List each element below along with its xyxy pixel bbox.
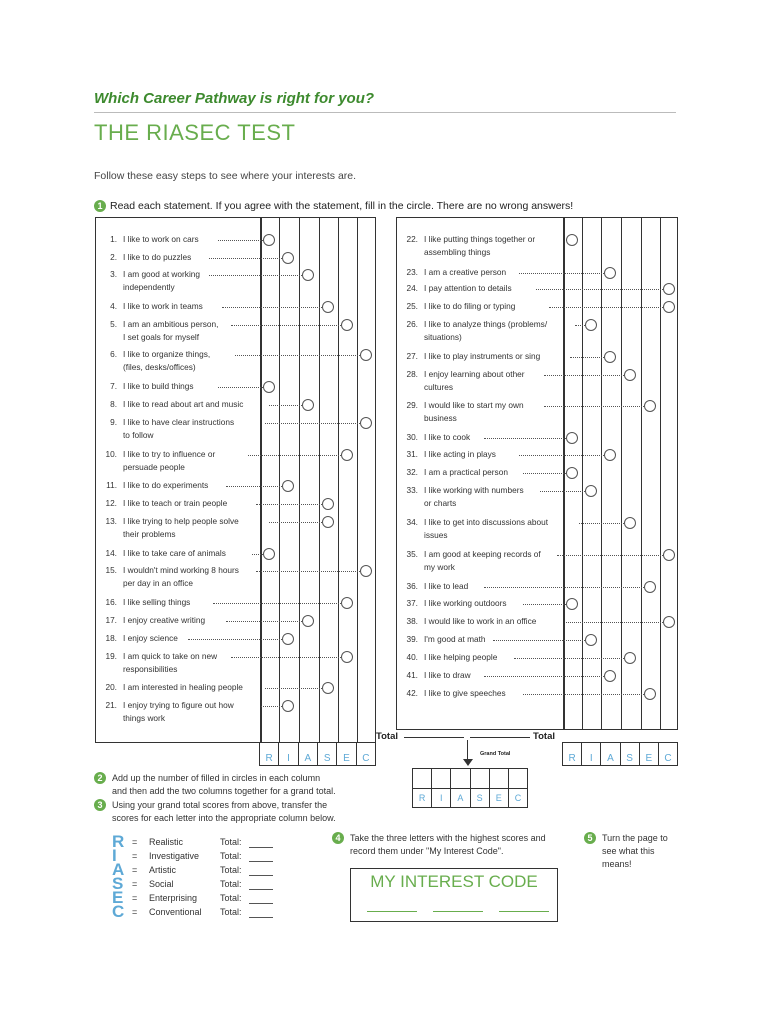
statement-number: 27.: [406, 351, 418, 361]
answer-column-line: [621, 218, 622, 729]
leader-dots: [579, 523, 624, 524]
statement-number: 30.: [406, 432, 418, 442]
leader-dots: [523, 694, 644, 695]
legend-equals: =: [132, 879, 138, 889]
statement-text: I enjoy creative writing: [123, 615, 206, 625]
legend-total-blank[interactable]: [249, 917, 273, 918]
interest-code-slot-2[interactable]: [433, 911, 483, 912]
statement-number: 6.: [110, 349, 117, 359]
legend-equals: =: [132, 907, 138, 917]
legend-name: Social: [149, 879, 174, 889]
statement-text: I like to analyze things (problems/ situations): [424, 319, 548, 342]
leader-dots: [209, 275, 302, 276]
answer-circle[interactable]: [585, 485, 597, 497]
left-total-line: [404, 737, 464, 738]
statement-text: I like acting in plays: [424, 449, 496, 459]
answer-circle[interactable]: [341, 597, 353, 609]
page-kicker: Which Career Pathway is right for you?: [94, 90, 375, 107]
statement-number: 36.: [406, 581, 418, 591]
letter-cell: C: [356, 743, 375, 765]
statement-number: 40.: [406, 652, 418, 662]
statement-text: I like to work on cars: [123, 234, 199, 244]
leader-dots: [519, 455, 604, 456]
answer-circle[interactable]: [263, 548, 275, 560]
legend-total-blank[interactable]: [249, 861, 273, 862]
statement-text: I pay attention to details: [424, 283, 512, 293]
statement-item: [402, 687, 562, 713]
answer-column-line: [319, 218, 320, 742]
statement-item: [402, 368, 562, 394]
statement-number: 34.: [406, 517, 418, 527]
statement-number: 22.: [406, 234, 418, 244]
answer-circle[interactable]: [624, 369, 636, 381]
legend-letter: C: [112, 902, 125, 921]
statement-number: 24.: [406, 283, 418, 293]
statement-text: I am quick to take on new responsibilities: [123, 651, 218, 674]
answer-column-line: [357, 218, 358, 742]
statement-text: I wouldn't mind working 8 hours per day in an office: [123, 565, 239, 588]
statement-number: 5.: [110, 319, 117, 329]
right-letter-totals: [562, 742, 678, 766]
grand-total-letter: R: [418, 792, 426, 803]
answer-circle[interactable]: [360, 417, 372, 429]
statement-item: [402, 516, 562, 542]
answer-circle[interactable]: [341, 319, 353, 331]
left-total-label: Total: [376, 731, 398, 742]
letter-cell: S: [317, 743, 336, 765]
statement-item: [101, 564, 259, 590]
leader-dots: [269, 522, 322, 523]
grand-total-cell[interactable]: [431, 769, 450, 788]
legend-name: Conventional: [149, 907, 202, 917]
leader-dots: [484, 587, 644, 588]
legend-name: Enterprising: [149, 893, 198, 903]
step-number-badge: 5: [584, 832, 596, 844]
leader-dots: [261, 706, 282, 707]
leader-dots: [549, 307, 663, 308]
statement-number: 7.: [110, 381, 117, 391]
statement-number: 4.: [110, 301, 117, 311]
step-number-badge: 2: [94, 772, 106, 784]
statement-text: I enjoy trying to figure out how things work: [123, 700, 234, 723]
leader-dots: [544, 375, 624, 376]
answer-circle[interactable]: [644, 581, 656, 593]
header-divider: [94, 112, 676, 113]
leader-dots: [575, 325, 586, 326]
grand-total-cell[interactable]: [450, 769, 469, 788]
leader-dots: [226, 486, 282, 487]
step-number-badge: 1: [94, 200, 106, 212]
statement-number: 17.: [105, 615, 117, 625]
grand-total-cell[interactable]: [413, 769, 431, 788]
letter-cell: E: [639, 743, 658, 765]
statement-text: I am good at working independently: [123, 269, 201, 292]
statement-number: 12.: [105, 498, 117, 508]
statement-text: I like to work in teams: [123, 301, 203, 311]
answer-circle[interactable]: [341, 449, 353, 461]
leader-dots: [484, 438, 566, 439]
statement-number: 2.: [110, 252, 117, 262]
letter-cell: E: [336, 743, 355, 765]
statement-text: I like to take care of animals: [123, 548, 226, 558]
answer-circle[interactable]: [604, 670, 616, 682]
leader-dots: [213, 603, 341, 604]
statement-number: 1.: [110, 234, 117, 244]
legend-letter: S: [112, 874, 124, 893]
statement-text: I like helping people: [424, 652, 498, 662]
statement-item: [402, 484, 562, 510]
legend-letter: I: [112, 846, 117, 865]
leader-dots: [265, 688, 322, 689]
statement-number: 19.: [105, 651, 117, 661]
statement-number: 3.: [110, 269, 117, 279]
answer-column-line: [260, 218, 262, 742]
statement-number: 25.: [406, 301, 418, 311]
answer-circle[interactable]: [263, 234, 275, 246]
statement-item: [402, 233, 562, 259]
legend-total-blank[interactable]: [249, 875, 273, 876]
statement-number: 13.: [105, 516, 117, 526]
leader-dots: [544, 406, 644, 407]
letter-cell: S: [620, 743, 639, 765]
answer-circle[interactable]: [282, 700, 294, 712]
statement-text: I would like to start my own business: [424, 400, 524, 423]
answer-circle[interactable]: [585, 319, 597, 331]
leader-dots: [218, 240, 263, 241]
statement-text: I like to try to influence or persuade people: [123, 449, 216, 472]
grand-total-cell[interactable]: [508, 769, 527, 788]
answer-circle[interactable]: [322, 516, 334, 528]
statement-number: 42.: [406, 688, 418, 698]
statement-item: [101, 318, 259, 344]
statement-number: 18.: [105, 633, 117, 643]
statement-number: 31.: [406, 449, 418, 459]
statement-text: I like trying to help people solve their problems: [123, 516, 239, 539]
leader-dots: [540, 491, 585, 492]
right-total-label: Total: [533, 731, 555, 742]
statement-text: I like selling things: [123, 597, 191, 607]
letter-cell: R: [568, 753, 576, 764]
statement-item: [101, 416, 259, 442]
statement-text: I like working with numbers or charts: [424, 485, 524, 508]
statement-text: I like to cook: [424, 432, 471, 442]
step-1: [94, 200, 573, 212]
statement-text: I would like to work in an office: [424, 616, 537, 626]
statement-text: I enjoy science: [123, 633, 178, 643]
leader-dots: [493, 640, 585, 641]
leader-dots: [256, 504, 322, 505]
statement-text: I like to do puzzles: [123, 252, 192, 262]
leader-dots: [514, 658, 624, 659]
statement-text: I am interested in healing people: [123, 682, 243, 692]
statement-text: I like to teach or train people: [123, 498, 228, 508]
answer-circle[interactable]: [263, 381, 275, 393]
answer-circle[interactable]: [644, 688, 656, 700]
grand-total-letter: A: [450, 788, 469, 807]
statement-number: 15.: [105, 565, 117, 575]
statement-number: 35.: [406, 549, 418, 559]
statement-number: 21.: [105, 700, 117, 710]
answer-circle[interactable]: [322, 301, 334, 313]
statement-number: 10.: [105, 449, 117, 459]
right-total-line: [470, 737, 530, 738]
legend-equals: =: [132, 837, 138, 847]
leader-dots: [523, 604, 566, 605]
leader-dots: [248, 455, 341, 456]
grand-total-cell[interactable]: [470, 769, 489, 788]
leader-dots: [231, 325, 342, 326]
answer-circle[interactable]: [663, 301, 675, 313]
leader-dots: [209, 258, 282, 259]
legend-total-label: Total:: [220, 907, 242, 917]
answer-column-line: [660, 218, 661, 729]
answer-circle[interactable]: [282, 633, 294, 645]
statement-text: I am a creative person: [424, 267, 507, 277]
statement-text: I like to play instruments or sing: [424, 351, 541, 361]
answer-circle[interactable]: [360, 565, 372, 577]
intro-text: Follow these easy steps to see where your interests are.: [94, 170, 357, 182]
statement-number: 16.: [105, 597, 117, 607]
statement-text: I like putting things together or assembling things: [424, 234, 536, 257]
leader-dots: [256, 571, 360, 572]
statement-item: [101, 448, 259, 474]
legend-equals: =: [132, 893, 138, 903]
answer-circle[interactable]: [624, 652, 636, 664]
leader-dots: [269, 405, 302, 406]
leader-dots: [519, 273, 604, 274]
leader-dots: [235, 355, 360, 356]
answer-circle[interactable]: [604, 351, 616, 363]
statement-text: I like to have clear instructions to follow: [123, 417, 235, 440]
statement-number: 9.: [110, 417, 117, 427]
letter-cell: C: [658, 743, 677, 765]
answer-circle[interactable]: [585, 634, 597, 646]
statement-text: I enjoy learning about other cultures: [424, 369, 525, 392]
answer-circle[interactable]: [604, 449, 616, 461]
answer-circle[interactable]: [644, 400, 656, 412]
statement-number: 23.: [406, 267, 418, 277]
answer-column-line: [299, 218, 300, 742]
answer-circle[interactable]: [302, 615, 314, 627]
answer-circle[interactable]: [282, 252, 294, 264]
answer-circle[interactable]: [322, 682, 334, 694]
grand-total-letter: S: [470, 788, 489, 807]
statement-text: I am a practical person: [424, 467, 508, 477]
legend-total-label: Total:: [220, 865, 242, 875]
statement-item: [101, 515, 259, 541]
grand-total-grid: [412, 768, 528, 808]
statement-number: 32.: [406, 467, 418, 477]
answer-circle[interactable]: [566, 598, 578, 610]
statement-number: 14.: [105, 548, 117, 558]
legend-total-label: Total:: [220, 837, 242, 847]
statement-item: [101, 699, 259, 725]
answer-column-line: [601, 218, 602, 729]
answer-circle[interactable]: [663, 616, 675, 628]
statement-number: 37.: [406, 598, 418, 608]
letter-cell: I: [278, 743, 297, 765]
grand-total-arrowhead: [463, 759, 473, 766]
statement-number: 33.: [406, 485, 418, 495]
legend-name: Investigative: [149, 851, 200, 861]
answer-circle[interactable]: [360, 349, 372, 361]
statement-item: [101, 268, 259, 294]
interest-code-slot-1[interactable]: [367, 911, 417, 912]
statement-text: I like to draw: [424, 670, 471, 680]
answer-circle[interactable]: [663, 283, 675, 295]
answer-column-line: [582, 218, 583, 729]
legend-name: Artistic: [149, 865, 176, 875]
statement-number: 28.: [406, 369, 418, 379]
legend-total-blank[interactable]: [249, 903, 273, 904]
statement-text: I like working outdoors: [424, 598, 507, 608]
leader-dots: [222, 307, 322, 308]
letter-cell: A: [600, 743, 619, 765]
answer-column-line: [338, 218, 339, 742]
legend-total-label: Total:: [220, 851, 242, 861]
step-number-badge: 4: [332, 832, 344, 844]
grand-total-cell[interactable]: [489, 769, 508, 788]
answer-column-line: [641, 218, 642, 729]
statement-item: [402, 318, 562, 344]
answer-circle[interactable]: [624, 517, 636, 529]
statement-text: I'm good at math: [424, 634, 486, 644]
step-3-text: Using your grand total scores from above, transfer the scores for each letter into the appropriate column below.: [112, 800, 336, 823]
leader-dots: [226, 621, 302, 622]
statement-number: 41.: [406, 670, 418, 680]
letter-cell: A: [298, 743, 317, 765]
letter-cell: R: [265, 753, 273, 764]
interest-code-title: MY INTEREST CODE: [370, 872, 538, 891]
leader-dots: [252, 554, 263, 555]
statement-text: I like to organize things, (files, desks/offices): [123, 349, 211, 372]
page-title: THE RIASEC TEST: [94, 120, 296, 145]
answer-circle[interactable]: [341, 651, 353, 663]
answer-circle[interactable]: [302, 399, 314, 411]
leader-dots: [265, 423, 360, 424]
leader-dots: [484, 676, 604, 677]
leader-dots: [523, 473, 566, 474]
answer-circle[interactable]: [566, 432, 578, 444]
leader-dots: [218, 387, 263, 388]
grand-total-letter: C: [508, 788, 527, 807]
legend-letter: E: [112, 888, 124, 907]
leader-dots: [231, 657, 342, 658]
statement-text: I like to give speeches: [424, 688, 506, 698]
step-1-text: Read each statement. If you agree with the statement, fill in the circle. There are no wrong answers!: [110, 200, 574, 212]
leader-dots: [566, 622, 663, 623]
answer-circle[interactable]: [663, 549, 675, 561]
step-4-text: Take the three letters with the highest scores and record them under "My Interest Code".: [350, 833, 546, 856]
statement-number: 38.: [406, 616, 418, 626]
statement-number: 29.: [406, 400, 418, 410]
left-letter-totals: [259, 742, 376, 766]
step-2-text: Add up the number of filled in circles in each column and then add the two columns together for a grand total.: [112, 773, 336, 796]
leader-dots: [188, 639, 283, 640]
legend-total-blank[interactable]: [249, 847, 273, 848]
legend-equals: =: [132, 865, 138, 875]
statement-number: 11.: [106, 480, 117, 490]
statement-number: 20.: [105, 682, 117, 692]
grand-total-label: Grand Total: [480, 751, 511, 757]
answer-circle[interactable]: [302, 269, 314, 281]
statement-text: I am good at keeping records of my work: [424, 549, 541, 572]
interest-code-slot-3[interactable]: [499, 911, 549, 912]
statement-text: I am an ambitious person, I set goals for myself: [123, 319, 219, 342]
answer-circle[interactable]: [282, 480, 294, 492]
statement-item: [101, 650, 259, 676]
statement-number: 26.: [406, 319, 418, 329]
leader-dots: [557, 555, 663, 556]
step-number-badge: 3: [94, 799, 106, 811]
answer-circle[interactable]: [604, 267, 616, 279]
statement-item: [402, 548, 562, 574]
statement-number: 8.: [110, 399, 117, 409]
legend-total-label: Total:: [220, 879, 242, 889]
statement-text: I like to do filing or typing: [424, 301, 516, 311]
answer-circle[interactable]: [566, 234, 578, 246]
statement-text: I like to lead: [424, 581, 469, 591]
statement-item: [402, 399, 562, 425]
answer-circle[interactable]: [322, 498, 334, 510]
statement-text: I like to do experiments: [123, 480, 209, 490]
statement-text: I like to get into discussions about issues: [424, 517, 549, 540]
letter-cell: I: [581, 743, 600, 765]
answer-column-line: [279, 218, 280, 742]
leader-dots: [570, 357, 604, 358]
grand-total-letter: I: [431, 788, 450, 807]
answer-circle[interactable]: [566, 467, 578, 479]
legend-equals: =: [132, 851, 138, 861]
legend-total-blank[interactable]: [249, 889, 273, 890]
legend-name: Realistic: [149, 837, 184, 847]
step-5-text: Turn the page to see what this means!: [602, 833, 668, 869]
statement-number: 39.: [406, 634, 418, 644]
legend-total-label: Total:: [220, 893, 242, 903]
legend-letter: R: [112, 832, 125, 851]
leader-dots: [536, 289, 663, 290]
grand-total-letter: E: [489, 788, 508, 807]
statement-item: [101, 348, 259, 374]
interest-code-box: [350, 868, 558, 922]
statement-text: I like to read about art and music: [123, 399, 244, 409]
legend-letter: A: [112, 860, 125, 879]
statement-text: I like to build things: [123, 381, 194, 391]
